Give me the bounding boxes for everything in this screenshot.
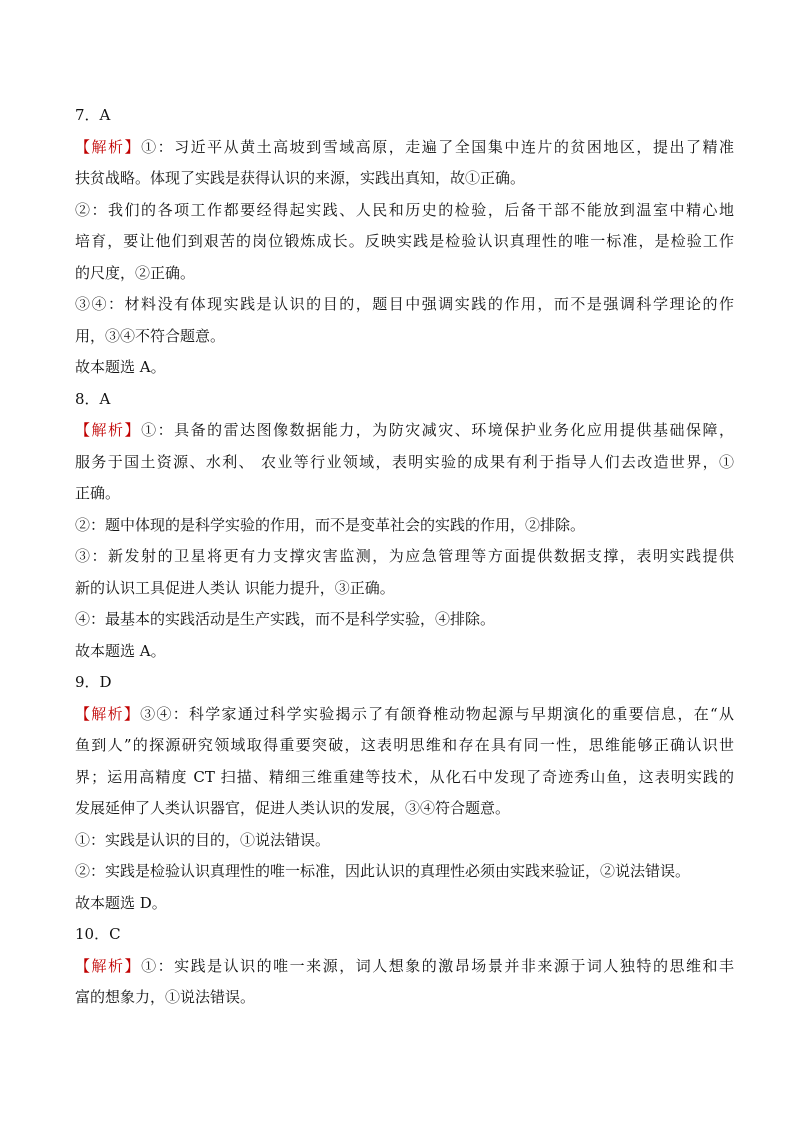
explanation-line [75,982,734,1014]
explanation-line [75,163,734,195]
explanation-text: 鱼到人”的探源研究领域取得重要突破，这表明思维和存在具有同一性，思维能够正确认识世 [75,736,734,754]
question-number: 10．C [75,925,121,943]
explanation-line [75,825,734,857]
explanation-line [75,793,734,825]
explanation-text: ③④：材料没有体现实践是认识的目的，题目中强调实践的作用，而不是强调科学理论的作 [75,295,734,313]
explanation-text: 富的想象力，①说法错误。 [75,988,256,1006]
explanation-line [75,951,734,983]
analysis-label: 【解析】 [75,421,142,439]
explanation-text: 故本题选 A。 [75,641,166,660]
explanation-line [75,289,734,321]
explanation-line [75,573,734,605]
explanation-line [75,888,734,920]
explanation-text: ①：实践是认识的唯一来源，词人想象的激昂场景并非来源于词人独特的思维和丰 [141,956,734,975]
explanation-line [75,447,734,479]
explanation-text: 发展延伸了人类认识器官，促进人类认识的发展，③④符合题意。 [75,799,511,817]
explanation-line [75,856,734,888]
explanation-line [75,604,734,636]
explanation-line [75,195,734,227]
explanation-line [75,132,734,164]
explanation-line [75,699,734,731]
explanation-text: 故本题选 A。 [75,358,166,376]
explanation-line [75,730,734,762]
explanation-line [75,762,734,794]
explanation-text: 服务于国土资源、水利、 农业等行业领域，表明实验的成果有利于指导人们去改造世界，① [75,452,734,471]
explanation-text: 新的认识工具促进人类认 识能力提升，③正确。 [75,578,395,597]
question-block [75,667,734,919]
explanation-line [75,478,734,510]
question-number: 8．A [75,389,111,408]
explanation-line [75,258,734,290]
analysis-label: 【解析】 [75,956,142,975]
explanation-text: ①：习近平从黄土高坡到雪域高原，走遍了全国集中连片的贫困地区，提出了精准 [141,137,734,156]
explanation-text: 用，③④不符合题意。 [75,326,226,345]
explanation-line [75,226,734,258]
explanation-line [75,321,734,353]
explanation-text: ②：题中体现的是科学实验的作用，而不是变革社会的实践的作用，②排除。 [75,515,586,534]
explanation-text: 的尺度，②正确。 [75,263,196,282]
explanation-text: 故本题选 D。 [75,893,167,912]
explanation-text: 扶贫战略。体现了实践是获得认识的来源，实践出真知，故①正确。 [75,169,526,187]
explanation-text: ②：实践是检验认识真理性的唯一标准，因此认识的真理性必须由实践来验证，②说法错误。 [75,862,691,880]
explanation-text: ③：新发射的卫星将更有力支撑灾害监测，为应急管理等方面提供数据支撑，表明实践提供 [75,547,734,565]
question-number: 9．D [75,673,112,691]
explanation-text: 培育，要让他们到艰苦的岗位锻炼成长。反映实践是检验认识真理性的唯一标准，是检验工作 [75,232,734,250]
analysis-label: 【解析】 [75,704,141,723]
explanation-text: ①：实践是认识的目的，①说法错误。 [75,830,331,849]
explanation-line [75,636,734,668]
question-block [75,384,734,668]
explanation-text: 正确。 [75,484,121,502]
explanation-text: 界；运用高精度 CT 扫描、精细三维重建等技术，从化石中发现了奇迹秀山鱼，这表明实践的 [75,767,734,786]
question-block [75,919,734,1014]
question-number: 7．A [75,106,111,124]
answer-explanations [75,100,734,1014]
explanation-line [75,541,734,573]
question-block [75,100,734,384]
explanation-text: ④：最基本的实践活动是生产实践，而不是科学实验，④排除。 [75,610,496,628]
explanation-text: ③④：科学家通过科学实验揭示了有颌脊椎动物起源与早期演化的重要信息，在“从 [140,704,734,723]
explanation-line [75,510,734,542]
explanation-line [75,352,734,384]
analysis-label: 【解析】 [75,137,142,156]
explanation-line [75,415,734,447]
explanation-text: ②：我们的各项工作都要经得起实践、人民和历史的检验，后备干部不能放到温室中精心地 [75,200,734,219]
explanation-text: ①：具备的雷达图像数据能力，为防灾减灾、环境保护业务化应用提供基础保障， [141,421,734,439]
